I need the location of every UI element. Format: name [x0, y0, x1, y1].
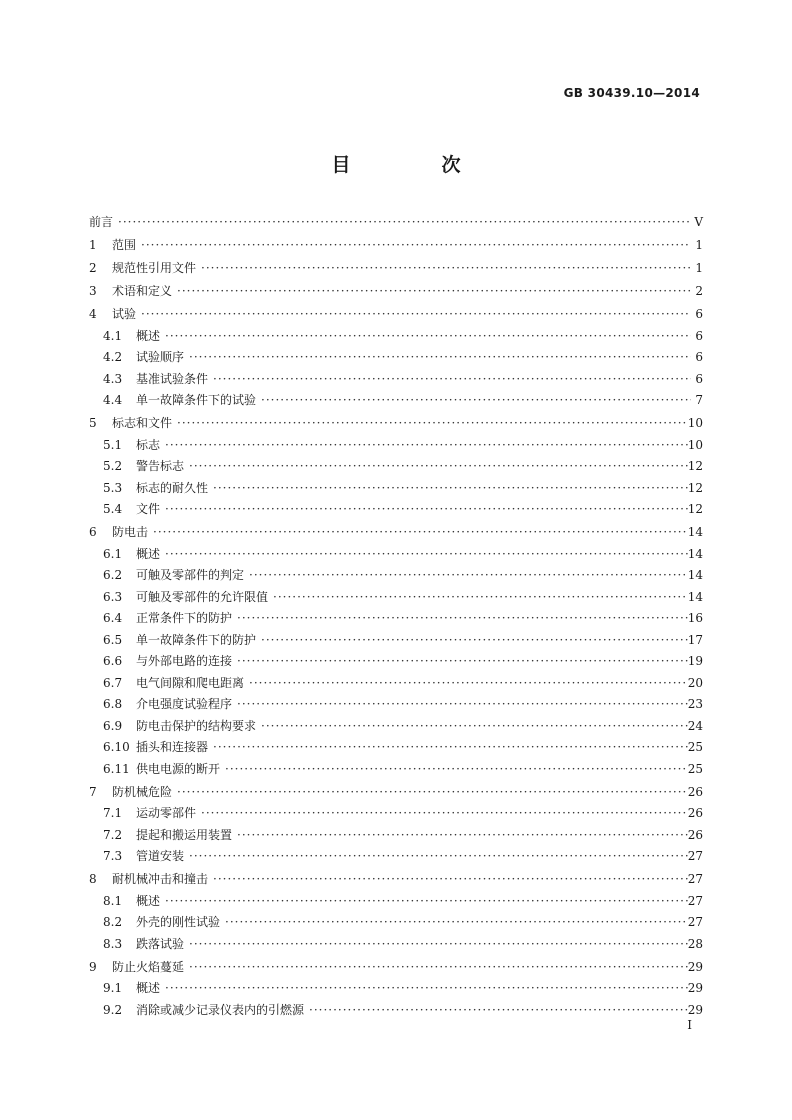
toc-entry-page: 27 [687, 872, 703, 886]
toc-entry-page: 16 [687, 611, 703, 625]
toc-entry-page: 26 [687, 806, 703, 820]
toc-entry[interactable] [89, 544, 703, 566]
toc-leader-dots [186, 957, 688, 979]
toc-entry-label: 概述 [136, 328, 161, 343]
toc-leader-dots [222, 759, 688, 781]
toc-entry-label: 标志和文件 [112, 416, 173, 430]
toc-entry-label: 文件 [136, 502, 161, 516]
toc-entry-number: 8.1 [103, 893, 123, 908]
toc-entry-label: 防机械危险 [112, 784, 173, 799]
toc-entry[interactable] [89, 435, 703, 457]
toc-entry[interactable] [89, 369, 703, 391]
toc-entry-number: 4.3 [103, 371, 123, 386]
toc-entry[interactable] [89, 212, 703, 234]
toc-entry-page: 12 [687, 480, 703, 495]
toc-entry-page: 6 [695, 307, 703, 321]
toc-entry-page: V [694, 215, 703, 229]
toc-entry-page: 10 [687, 437, 703, 452]
toc-entry-page: 2 [695, 284, 703, 298]
toc-leader-dots [234, 825, 688, 847]
toc-entry[interactable] [89, 522, 703, 544]
toc-entry-page: 12 [687, 459, 703, 473]
toc-entry-number: 6.7 [103, 675, 123, 690]
toc-entry-number: 8 [89, 872, 97, 886]
toc-entry-label: 正常条件下的防护 [136, 611, 233, 625]
toc-leader-dots [162, 326, 691, 348]
toc-entry-page: 10 [687, 416, 703, 430]
toc-leader-dots [270, 587, 688, 609]
table-of-contents [89, 212, 703, 1021]
toc-entry-label: 耐机械冲击和撞击 [112, 872, 209, 886]
toc-leader-dots [150, 522, 688, 544]
toc-entry-page: 12 [687, 502, 703, 516]
toc-entry-page: 25 [687, 740, 703, 754]
toc-entry-number: 6.4 [103, 611, 123, 625]
toc-entry-number: 6.9 [103, 718, 123, 733]
toc-entry-number: 1 [89, 238, 97, 252]
toc-leader-dots [258, 630, 688, 652]
toc-entry-label: 跌落试验 [136, 936, 185, 951]
toc-entry-label: 前言 [89, 215, 114, 229]
toc-entry[interactable] [89, 934, 703, 956]
toc-leader-dots [186, 347, 691, 369]
toc-entry-number: 9 [89, 959, 97, 974]
toc-leader-dots [258, 390, 691, 412]
toc-leader-dots [210, 478, 688, 500]
toc-entry[interactable] [89, 891, 703, 913]
toc-leader-dots [174, 782, 688, 804]
toc-leader-dots [162, 499, 688, 521]
toc-leader-dots [162, 978, 688, 1000]
toc-entry-label: 术语和定义 [112, 284, 173, 298]
toc-leader-dots [174, 281, 691, 303]
toc-entry-page: 29 [687, 959, 703, 974]
toc-entry-label: 介电强度试验程序 [136, 697, 233, 711]
toc-entry[interactable] [89, 478, 703, 500]
toc-entry-page: 29 [687, 981, 703, 995]
toc-entry-page: 27 [687, 893, 703, 908]
toc-entry[interactable] [89, 651, 703, 673]
toc-entry-number: 4.4 [103, 393, 123, 407]
toc-entry-number: 5.2 [103, 459, 123, 473]
toc-leader-dots [115, 212, 691, 234]
toc-entry[interactable] [89, 912, 703, 934]
toc-entry-page: 28 [687, 936, 703, 951]
toc-leader-dots [198, 803, 688, 825]
toc-entry-number: 5 [89, 416, 97, 430]
toc-entry[interactable] [89, 456, 703, 478]
toc-entry-page: 7 [695, 393, 703, 407]
toc-entry-label: 防电击 [112, 525, 149, 539]
toc-entry-label: 可触及零部件的判定 [136, 568, 245, 582]
toc-entry[interactable] [89, 759, 703, 781]
toc-leader-dots [138, 304, 691, 326]
toc-entry[interactable] [89, 235, 703, 257]
toc-entry[interactable] [89, 565, 703, 587]
toc-entry-number: 4.1 [103, 328, 123, 343]
toc-entry-label: 单一故障条件下的试验 [136, 393, 257, 407]
toc-entry-number: 6 [89, 525, 97, 539]
toc-leader-dots [186, 456, 688, 478]
toc-entry[interactable] [89, 694, 703, 716]
toc-entry[interactable] [89, 258, 703, 280]
toc-entry-number: 9.1 [103, 981, 123, 995]
toc-entry-label: 运动零部件 [136, 806, 197, 820]
toc-entry[interactable] [89, 825, 703, 847]
toc-entry-label: 防电击保护的结构要求 [136, 718, 257, 733]
toc-entry-label: 提起和搬运用装置 [136, 827, 233, 842]
toc-leader-dots [198, 258, 691, 280]
toc-entry[interactable] [89, 978, 703, 1000]
toc-entry[interactable] [89, 347, 703, 369]
toc-entry-label: 试验 [112, 307, 137, 321]
toc-entry-label: 规范性引用文件 [112, 261, 197, 275]
toc-entry-number: 8.3 [103, 936, 123, 951]
toc-entry-label: 范围 [112, 238, 137, 252]
toc-leader-dots [222, 912, 688, 934]
toc-leader-dots [258, 716, 688, 738]
toc-entry-page: 14 [687, 546, 703, 561]
toc-entry[interactable] [89, 869, 703, 891]
toc-entry-label: 标志的耐久性 [136, 480, 209, 495]
toc-entry[interactable] [89, 281, 703, 303]
toc-entry-page: 23 [687, 697, 703, 711]
toc-entry[interactable] [89, 803, 703, 825]
toc-entry[interactable] [89, 716, 703, 738]
toc-leader-dots [234, 608, 688, 630]
toc-entry-page: 14 [687, 589, 703, 604]
toc-entry-label: 电气间隙和爬电距离 [136, 675, 245, 690]
toc-entry-number: 6.1 [103, 546, 123, 561]
toc-entry-label: 防止火焰蔓延 [112, 959, 185, 974]
toc-entry-number: 6.6 [103, 654, 123, 668]
toc-leader-dots [186, 934, 688, 956]
toc-entry-number: 5.3 [103, 480, 123, 495]
toc-entry-label: 标志 [136, 437, 161, 452]
toc-entry-page: 20 [687, 675, 703, 690]
toc-entry-label: 管道安装 [136, 849, 185, 863]
toc-entry-page: 26 [687, 827, 703, 842]
toc-entry[interactable] [89, 957, 703, 979]
toc-entry[interactable] [89, 587, 703, 609]
toc-entry-label: 消除或减少记录仪表内的引燃源 [136, 1002, 305, 1017]
toc-entry-label: 外壳的刚性试验 [136, 915, 221, 929]
toc-entry-page: 6 [695, 350, 703, 364]
toc-entry-number: 6.5 [103, 632, 123, 647]
toc-entry-number: 6.2 [103, 568, 123, 582]
toc-entry-number: 7.1 [103, 806, 123, 820]
toc-entry[interactable] [89, 608, 703, 630]
toc-leader-dots [162, 891, 688, 913]
toc-entry-label: 基准试验条件 [136, 371, 209, 386]
toc-entry-page: 17 [687, 632, 703, 647]
toc-entry-number: 6.11 [103, 761, 130, 776]
toc-entry-page: 6 [695, 371, 703, 386]
toc-leader-dots [246, 565, 688, 587]
toc-entry[interactable] [89, 630, 703, 652]
toc-leader-dots [162, 544, 688, 566]
toc-leader-dots [174, 413, 688, 435]
toc-entry-number: 2 [89, 261, 97, 275]
toc-entry-page: 1 [695, 238, 703, 252]
toc-entry-page: 14 [687, 525, 703, 539]
toc-entry[interactable] [89, 413, 703, 435]
toc-entry-number: 7 [89, 784, 97, 799]
toc-entry[interactable] [89, 673, 703, 695]
toc-entry-number: 3 [89, 284, 97, 298]
toc-entry-label: 试验顺序 [136, 350, 185, 364]
toc-entry[interactable] [89, 1000, 703, 1022]
toc-entry-number: 5.1 [103, 437, 123, 452]
page-title: 目 次 [331, 154, 497, 176]
toc-entry-number: 7.3 [103, 849, 123, 863]
toc-leader-dots [210, 869, 688, 891]
toc-leader-dots [210, 369, 691, 391]
toc-leader-dots [210, 737, 688, 759]
footer-page-number: I [687, 1018, 692, 1032]
toc-entry-label: 警告标志 [136, 459, 185, 473]
toc-entry[interactable] [89, 499, 703, 521]
toc-entry[interactable] [89, 304, 703, 326]
toc-entry-label: 单一故障条件下的防护 [136, 632, 257, 647]
toc-leader-dots [162, 435, 688, 457]
toc-entry-page: 19 [687, 654, 703, 668]
toc-entry-page: 25 [687, 761, 703, 776]
toc-leader-dots [246, 673, 688, 695]
toc-entry-label: 可触及零部件的允许限值 [136, 589, 269, 604]
toc-entry-page: 27 [687, 915, 703, 929]
toc-entry-page: 27 [687, 849, 703, 863]
toc-entry-number: 6.8 [103, 697, 123, 711]
toc-leader-dots [138, 235, 691, 257]
toc-entry-number: 4 [89, 307, 97, 321]
toc-entry-page: 6 [695, 328, 703, 343]
toc-entry-number: 4.2 [103, 350, 123, 364]
toc-entry-label: 供电电源的断开 [136, 761, 221, 776]
toc-entry-page: 24 [687, 718, 703, 733]
toc-entry[interactable] [89, 846, 703, 868]
toc-entry[interactable] [89, 390, 703, 412]
toc-entry-label: 与外部电路的连接 [136, 654, 233, 668]
toc-entry-label: 概述 [136, 981, 161, 995]
toc-entry-number: 9.2 [103, 1002, 123, 1017]
toc-entry-number: 5.4 [103, 502, 123, 516]
toc-leader-dots [234, 651, 688, 673]
toc-entry-number: 7.2 [103, 827, 123, 842]
toc-leader-dots [234, 694, 688, 716]
toc-entry[interactable] [89, 326, 703, 348]
toc-entry-page: 26 [687, 784, 703, 799]
toc-entry-page: 29 [687, 1002, 703, 1017]
toc-entry-number: 6.10 [103, 740, 130, 754]
toc-entry-label: 插头和连接器 [136, 740, 209, 754]
toc-entry[interactable] [89, 782, 703, 804]
standard-code: GB 30439.10—2014 [563, 86, 700, 100]
toc-entry[interactable] [89, 737, 703, 759]
toc-entry-number: 6.3 [103, 589, 123, 604]
toc-entry-label: 概述 [136, 546, 161, 561]
toc-entry-page: 1 [695, 261, 703, 275]
toc-leader-dots [186, 846, 688, 868]
toc-entry-label: 概述 [136, 893, 161, 908]
toc-entry-page: 14 [687, 568, 703, 582]
toc-entry-number: 8.2 [103, 915, 123, 929]
toc-leader-dots [306, 1000, 688, 1022]
